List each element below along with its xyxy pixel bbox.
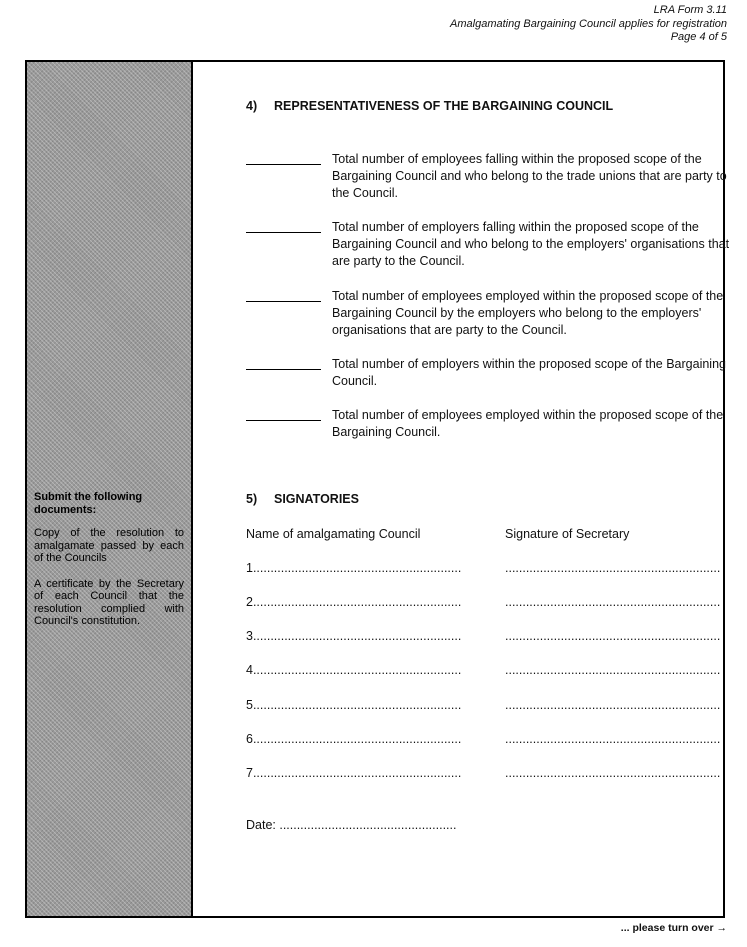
count-item-text: Total number of employees employed within the proposed scope of the Bargaining Council. — [332, 408, 724, 439]
signature-field[interactable]: .............................................................. — [505, 629, 721, 643]
count-blank-field[interactable] — [246, 369, 321, 370]
date-field[interactable]: Date: ................................................... — [246, 818, 457, 832]
council-name-field[interactable]: 3............................................................ — [246, 629, 462, 643]
signature-field[interactable]: .............................................................. — [505, 663, 721, 677]
count-item — [246, 407, 731, 441]
count-item — [246, 288, 731, 339]
sidebar-item: A certificate by the Secretary of each Council that the resolution complied with Council's constitution. — [34, 577, 184, 627]
column-header-council: Name of amalgamating Council — [246, 527, 421, 541]
section-number: 5) — [246, 492, 258, 506]
form-body — [219, 62, 730, 916]
count-item-text: Total number of employers falling within the proposed scope of the Bargaining Council and who belong to the employers' organisations that are party to the Council. — [332, 220, 730, 268]
council-name-field[interactable]: 2............................................................ — [246, 595, 462, 609]
count-item — [246, 219, 731, 270]
count-item — [246, 151, 731, 202]
turn-over-note: ... please turn over → — [620, 922, 727, 934]
section-number: 4) — [246, 99, 258, 113]
count-item-text: Total number of employees employed within the proposed scope of the Bargaining Council by the employers who belong to the employers' organisations that are party to the Council. — [332, 289, 724, 337]
council-name-field[interactable]: 4............................................................ — [246, 663, 462, 677]
form-header — [450, 4, 727, 45]
count-item-text: Total number of employers within the proposed scope of the Bargaining Council. — [332, 357, 726, 388]
form-frame — [25, 60, 730, 918]
signature-field[interactable]: .............................................................. — [505, 732, 721, 746]
signature-field[interactable]: .............................................................. — [505, 595, 721, 609]
council-name-field[interactable]: 1............................................................ — [246, 561, 462, 575]
form-number: LRA Form 3.11 — [653, 4, 727, 16]
count-blank-field[interactable] — [246, 420, 321, 421]
signature-field[interactable]: .............................................................. — [505, 561, 721, 575]
page-number: Page 4 of 5 — [670, 31, 727, 43]
form-title: Amalgamating Bargaining Council applies for registration — [450, 17, 727, 30]
column-header-signature: Signature of Secretary — [505, 527, 630, 541]
sidebar-item: Copy of the resolution to amalgamate passed by each of the Councils — [34, 527, 184, 564]
signature-field[interactable]: .............................................................. — [505, 698, 721, 712]
section-4-title — [246, 99, 613, 113]
council-name-field[interactable]: 5............................................................ — [246, 698, 462, 712]
section-heading: SIGNATORIES — [274, 492, 359, 506]
sidebar-heading: Submit the following documents: — [34, 491, 143, 516]
count-blank-field[interactable] — [246, 164, 321, 165]
signature-field[interactable]: .............................................................. — [505, 766, 721, 780]
sidebar-text — [34, 491, 184, 641]
section-heading: REPRESENTATIVENESS OF THE BARGAINING COUNCIL — [274, 99, 614, 113]
council-name-field[interactable]: 6............................................................ — [246, 732, 462, 746]
count-blank-field[interactable] — [246, 232, 321, 233]
count-item — [246, 356, 731, 390]
count-item-text: Total number of employees falling within the proposed scope of the Bargaining Council and who belong to the trade unions that are party to the Council. — [332, 152, 727, 200]
count-blank-field[interactable] — [246, 301, 321, 302]
instructions-sidebar — [27, 62, 193, 916]
council-name-field[interactable]: 7............................................................ — [246, 766, 462, 780]
section-5-title — [246, 492, 359, 506]
